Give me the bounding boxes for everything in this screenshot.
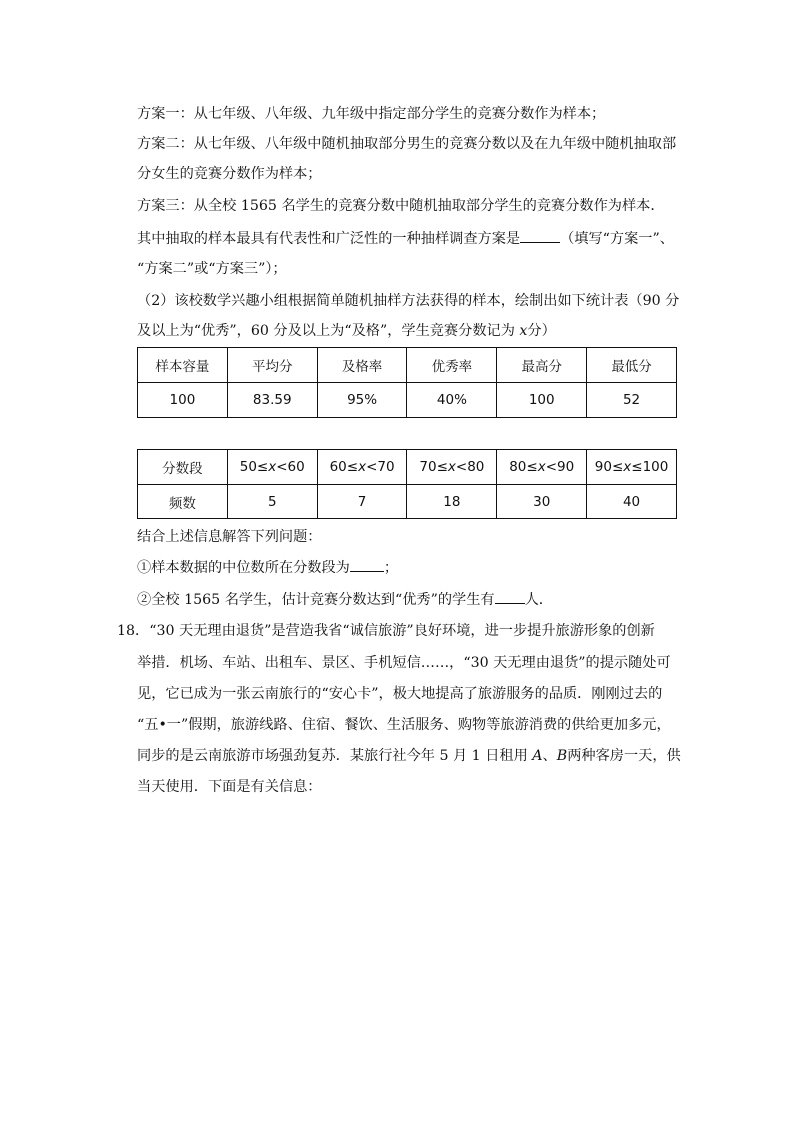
range-op: ≤ (436, 459, 448, 475)
table-cell: 5 (227, 485, 317, 519)
table-cell: 52 (587, 383, 677, 418)
table-cell: 100 (138, 383, 228, 418)
answer-blank (520, 228, 560, 243)
range-var: x (268, 459, 277, 475)
question-18-line-1: 18．“30 天无理由退货”是营造我省“诚信旅游”良好环境，进一步提升旅游形象的创新 (117, 623, 655, 639)
part-2-text: 及以上为“优秀”，60 分及以上为“及格”，学生竞赛分数记为 (137, 323, 520, 339)
question-1-line-2: “方案二”或“方案三”）； (137, 261, 287, 277)
range-hi: 80 (467, 459, 485, 475)
part-2-line-2 (137, 321, 556, 341)
plan-2-line-1: 方案二：从七年级、八年级中随机抽取部分男生的竞赛分数以及在九年级中随机抽取部 (137, 136, 677, 152)
variable-x: x (519, 323, 528, 339)
room-a: A (532, 748, 543, 764)
answers-intro: 结合上述信息解答下列问题： (137, 529, 322, 545)
table-header-cell: 频数 (138, 485, 228, 519)
table-header-cell: 及格率 (317, 348, 407, 383)
score-range-cell (317, 450, 407, 485)
question-18-line-2: 举措．机场、车站、出租车、景区、手机短信……，“30 天无理由退货”的提示随处可 (137, 655, 671, 671)
question-1-hint: （填写“方案一”、 (560, 231, 674, 247)
q18-text-end: 两种客房一天，供 (567, 748, 681, 764)
answer-question-2 (137, 589, 553, 610)
plan-2-line-2: 分女生的竞赛分数作为样本； (137, 166, 322, 182)
answer-question-1-end: ； (383, 560, 399, 576)
table-row (138, 348, 677, 383)
table-header-cell: 优秀率 (407, 348, 497, 383)
q18-sep: 、 (542, 748, 557, 764)
table-cell: 18 (407, 485, 497, 519)
room-b: B (556, 748, 568, 764)
question-1-text: 其中抽取的样本最具有代表性和广泛性的一种抽样调查方案是 (137, 231, 521, 247)
question-18-line-6: 当天使用．下面是有关信息： (137, 779, 322, 795)
answer-blank (350, 557, 384, 572)
answer-question-2-end: 人． (524, 592, 553, 608)
range-var: x (623, 459, 632, 475)
score-range-cell (497, 450, 587, 485)
table-cell: 40% (407, 383, 497, 418)
table-header-cell: 平均分 (227, 348, 317, 383)
answer-blank (495, 589, 525, 604)
summary-statistics-table (137, 347, 677, 418)
range-lo: 50 (239, 459, 257, 475)
table-header-cell: 最低分 (587, 348, 677, 383)
range-op: ≤ (611, 459, 624, 475)
range-lo: 60 (329, 459, 347, 475)
table-header-cell: 样本容量 (138, 348, 228, 383)
q18-text: 同步的是云南旅游市场强劲复苏．某旅行社今年 5 月 1 日租用 (137, 748, 533, 764)
range-op: < (276, 459, 288, 475)
table-cell: 95% (317, 383, 407, 418)
score-range-cell (407, 450, 497, 485)
range-var: x (447, 459, 456, 475)
range-lo: 70 (419, 459, 437, 475)
range-var: x (537, 459, 546, 475)
range-hi: 70 (377, 459, 395, 475)
table-cell: 40 (587, 485, 677, 519)
range-op: ≤ (346, 459, 359, 475)
plan-1: 方案一：从七年级、八年级、九年级中指定部分学生的竞赛分数作为样本； (137, 106, 606, 122)
range-op: < (455, 459, 468, 475)
answer-question-1-text: ①样本数据的中位数所在分数段为 (137, 560, 350, 576)
answer-question-1 (137, 557, 398, 578)
range-op: < (545, 459, 558, 475)
question-18-line-4: “五•一”假期，旅游线路、住宿、餐饮、生活服务、购物等旅游消费的供给更加多元， (137, 717, 671, 733)
range-op: ≤ (256, 459, 269, 475)
range-lo: 80 (509, 459, 527, 475)
range-hi: 60 (287, 459, 305, 475)
table-row (138, 450, 677, 485)
range-op: < (366, 459, 378, 475)
range-op: ≤ (631, 459, 643, 475)
range-hi: 100 (642, 459, 669, 475)
range-op: ≤ (526, 459, 538, 475)
table-cell: 83.59 (227, 383, 317, 418)
table-header-cell: 分数段 (138, 450, 228, 485)
table-row (138, 485, 677, 519)
question-1-line-1 (137, 228, 674, 249)
frequency-table (137, 449, 677, 519)
table-header-cell: 最高分 (497, 348, 587, 383)
table-row (138, 383, 677, 418)
range-lo: 90 (594, 459, 612, 475)
range-var: x (358, 459, 367, 475)
range-hi: 90 (557, 459, 575, 475)
table-cell: 30 (497, 485, 587, 519)
question-18-line-3: 见，它已成为一张云南旅行的“安心卡”，极大地提高了旅游服务的品质．刚刚过去的 (137, 686, 663, 702)
plan-3: 方案三：从全校 1565 名学生的竞赛分数中随机抽取部分学生的竞赛分数作为样本． (137, 198, 665, 214)
table-cell: 7 (317, 485, 407, 519)
table-cell: 100 (497, 383, 587, 418)
question-18-line-5 (137, 746, 681, 766)
part-2-line-1: （2）该校数学兴趣小组根据简单随机抽样方法获得的样本，绘制出如下统计表（90 分 (137, 293, 680, 309)
score-range-cell (587, 450, 677, 485)
answer-question-2-text: ②全校 1565 名学生，估计竞赛分数达到“优秀”的学生有 (137, 592, 495, 608)
score-range-cell (227, 450, 317, 485)
part-2-text-end: 分） (527, 323, 556, 339)
